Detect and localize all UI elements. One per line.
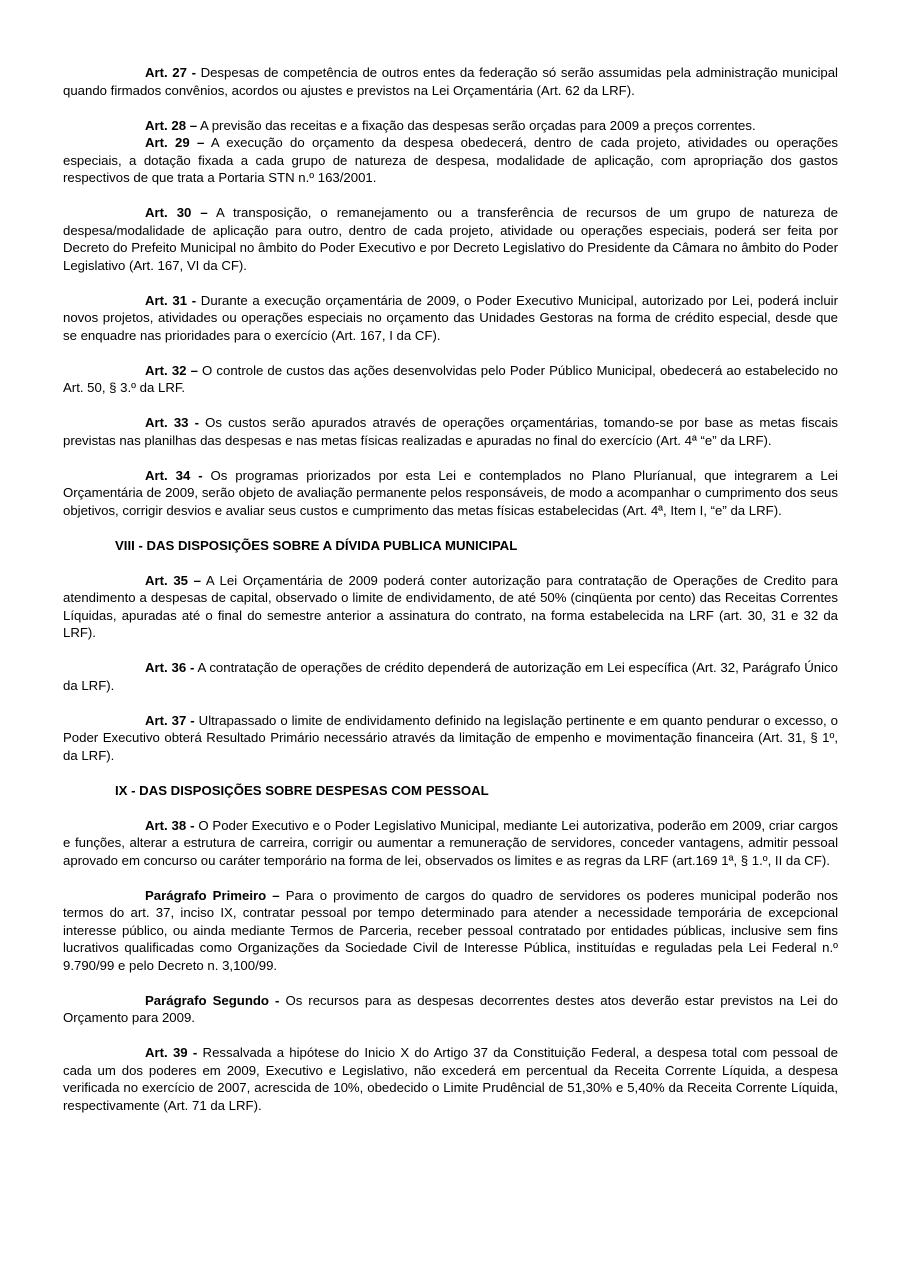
article-36-paragraph: [63, 659, 838, 694]
article-30-text: A transposição, o remanejamento ou a transferência de recursos de um grupo de natureza de despesa/modalidade de aplicação para outro, dentro de cada projeto, atividade ou operações especiais, poderá ser feita por Decreto do Prefeito Municipal no âmbito do Poder Executivo e por Decreto Legislativo do Presidente da Câmara no âmbito do Poder Legislativo (Art. 167, VI da CF).: [63, 205, 839, 273]
section-heading-viii: VIII - DAS DISPOSIÇÕES SOBRE A DÍVIDA PUBLICA MUNICIPAL: [115, 537, 518, 553]
article-32-text: O controle de custos das ações desenvolvidas pelo Poder Público Municipal, obedecerá ao estabelecido no Art. 50, § 3.º da LRF.: [63, 362, 838, 395]
article-29-paragraph: [63, 134, 838, 187]
paragrafo-primeiro-paragraph: [63, 887, 838, 975]
article-36-text: A contratação de operações de crédito dependerá de autorização em Lei específica (Art. 32, Parágrafo Único da LRF).: [63, 660, 838, 693]
article-39-paragraph: [63, 1044, 838, 1114]
article-38-text: O Poder Executivo e o Poder Legislativo Municipal, mediante Lei autorizativa, poderão em 2009, criar cargos e funções, alterar a estrutura de carreira, corrigir ou aumentar a remuneração de servidores, conceder vantagens, admitir pessoal aprovado em concurso ou caráter temporário na forma de lei, observados os limites e as regras da LRF (art.169 1ª, § 1.º, II da CF).: [63, 817, 838, 868]
article-38-paragraph: [63, 817, 838, 870]
article-32-label: Art. 32 –: [145, 362, 198, 378]
article-36-label: Art. 36 -: [145, 660, 195, 675]
article-29-text: A execução do orçamento da despesa obedecerá, dentro de cada projeto, atividades ou operações especiais, a dotação fixada a cada grupo de natureza de despesa, modalidade de aplicação, com apropriação dos gastos respectivos de que trata a Portaria STN n.º 163/2001.: [63, 135, 839, 185]
article-34-text: Os programas priorizados por esta Lei e contemplados no Plano Pluríanual, que integrarem a Lei Orçamentária de 2009, serão objeto de avaliação permanente pelos responsáveis, de modo a acompanhar o cumprimento dos seus objetivos, corrigir desvios e avaliar seus custos e cumprimento das metas físicas estabelecidas (Art. 4ª, Item I, “e” da LRF).: [63, 467, 838, 518]
article-33-paragraph: [63, 414, 838, 449]
article-27-paragraph: [63, 64, 838, 99]
article-28-text: A previsão das receitas e a fixação das despesas serão orçadas para 2009 a preços correntes.: [199, 117, 756, 133]
article-35-text: A Lei Orçamentária de 2009 poderá conter autorização para contratação de Operações de Credito para atendimento a despesas de capital, observado o limite de endividamento, de até 50% (cinqüenta por cento) das Receitas Correntes Líquidas, apuradas até o final do semestre anterior a assinatura do contrato, na forma estabelecida na LRF (art. 30, 31 e 32 da LRF).: [63, 572, 838, 640]
article-37-label: Art. 37 -: [145, 712, 195, 728]
article-27-label: Art. 27 -: [145, 65, 196, 80]
article-38-label: Art. 38 -: [145, 817, 195, 833]
paragrafo-primeiro-text: Para o provimento de cargos do quadro de servidores os poderes municipal poderão nos termos do art. 37, inciso IX, contratar pessoal por tempo determinado para atender a necessidade temporária de excepcional interesse público, ou ainda mediante Termos de Parceria, receber pessoal contratado por entidades públicas, inclusive sem fins lucrativos qualificadas como Organizações da Sociedade Civil de Interesse Pública, instituídas e reguladas pela Lei Federal n.º 9.790/99 e pelo Decreto n. 3,100/99.: [63, 887, 838, 973]
article-30-paragraph: [63, 204, 838, 274]
section-heading-ix: IX - DAS DISPOSIÇÕES SOBRE DESPESAS COM PESSOAL: [115, 782, 489, 798]
article-31-paragraph: [63, 292, 838, 345]
paragrafo-segundo-label: Parágrafo Segundo -: [145, 992, 280, 1008]
article-34-label: Art. 34 -: [145, 467, 203, 483]
paragrafo-segundo-paragraph: [63, 992, 838, 1027]
article-32-paragraph: [63, 362, 838, 397]
article-31-text: Durante a execução orçamentária de 2009, o Poder Executivo Municipal, autorizado por Lei, poderá incluir novos projetos, atividades ou operações especiais no orçamento das Unidades Gestoras na forma de crédito especial, desde que se enquadre nas prioridades para o exercício (Art. 167, I da CF).: [63, 292, 838, 343]
article-37-text: Ultrapassado o limite de endividamento definido na legislação pertinente e em quanto pendurar o excesso, o Poder Executivo obterá Resultado Primário necessário através da limitação de empenho e movimentação financeira (Art. 31, § 1º, da LRF).: [63, 712, 838, 763]
article-37-paragraph: [63, 712, 838, 765]
article-33-text: Os custos serão apurados através de operações orçamentárias, tomando-se por base as metas fiscais previstas nas planilhas das despesas e nas metas físicas realizadas e apuradas no final do exercício (Art. 4ª “e” da LRF).: [63, 415, 838, 448]
article-27-text: Despesas de competência de outros entes da federação só serão assumidas pela administração municipal quando firmados convênios, acordos ou ajustes e previstos na Lei Orçamentária (Art. 62 da LRF).: [63, 65, 838, 98]
article-34-paragraph: [63, 467, 838, 520]
article-28-paragraph: [63, 117, 838, 135]
paragrafo-primeiro-label: Parágrafo Primeiro –: [145, 887, 280, 903]
article-39-label: Art. 39 -: [145, 1045, 198, 1060]
article-28-label: Art. 28 –: [145, 117, 198, 133]
article-30-label: Art. 30 –: [145, 205, 208, 220]
article-35-paragraph: [63, 572, 838, 642]
article-29-label: Art. 29 –: [145, 135, 205, 150]
paragrafo-segundo-text: Os recursos para as despesas decorrentes destes atos deverão estar previstos na Lei do Orçamento para 2009.: [63, 992, 838, 1025]
article-35-label: Art. 35 –: [145, 572, 201, 588]
article-39-text: Ressalvada a hipótese do Inicio X do Artigo 37 da Constituição Federal, a despesa total com pessoal de cada um dos poderes em 2009, Executivo e Legislativo, não excederá em percentual da Receita Corrente Líquida, a despesa verificada no exercício de 2007, acrescida de 10%, obedecido o Limite Prudêncial de 51,30% e 5,40% da Receita Corrente Líquida, respectivamente (Art. 71 da LRF).: [63, 1045, 839, 1113]
article-33-label: Art. 33 -: [145, 415, 199, 430]
article-31-label: Art. 31 -: [145, 292, 197, 308]
